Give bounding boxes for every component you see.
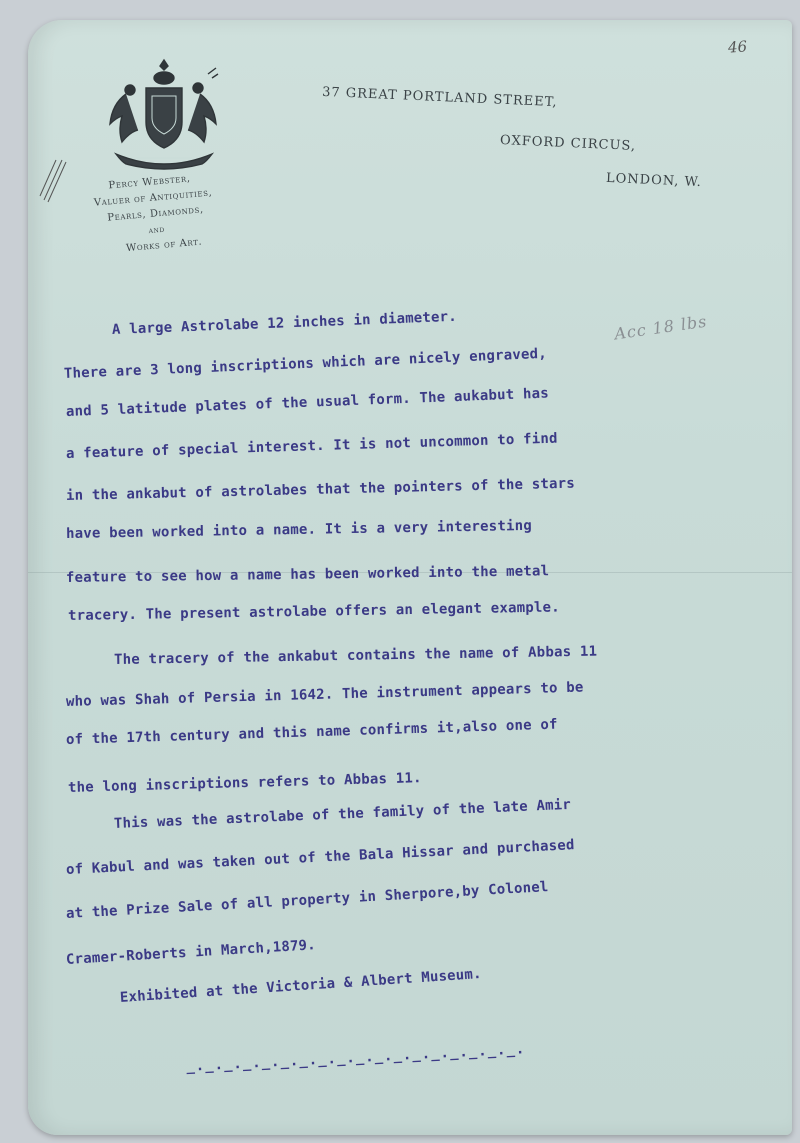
body-line: of Kabul and was taken out of the Bala Hissar and purchased <box>65 837 575 878</box>
body-line: Cramer-Roberts in March,1879. <box>65 937 317 968</box>
letterhead-name: Percy Webster, <box>108 173 191 192</box>
letterhead-specialty: Pearls, Diamonds, <box>106 204 205 224</box>
body-line: at the Prize Sale of all property in Sherpore,by Colonel <box>65 879 549 922</box>
body-line: in the ankabut of astrolabes that the pointers of the stars <box>65 475 576 504</box>
body-line: a feature of special interest. It is not uncommon to find <box>65 430 558 462</box>
letterhead-title: Valuer of Antiquities, <box>93 187 213 209</box>
body-line: of the 17th century and this name confirms it,also one of <box>65 716 558 748</box>
body-line: Exhibited at the Victoria & Albert Museum. <box>119 965 483 1006</box>
address-city: LONDON, W. <box>605 170 703 191</box>
address-circus: OXFORD CIRCUS, <box>499 133 637 154</box>
letterhead-works: Works of Art. <box>125 236 203 255</box>
body-line: A large Astrolabe 12 inches in diameter. <box>111 308 458 338</box>
pencil-annotation: Acc 18 lbs <box>613 311 709 344</box>
body-line: and 5 latitude plates of the usual form. The aukabut has <box>65 385 550 420</box>
body-line: tracery. The present astrolabe offers an elegant example. <box>67 599 560 624</box>
body-line: feature to see how a name has been worked into the metal <box>65 563 550 586</box>
body-line: There are 3 long inscriptions which are nicely engraved, <box>63 345 548 382</box>
body-line: the long inscriptions refers to Abbas 11. <box>67 770 422 796</box>
body-line: have been worked into a name. It is a very interesting <box>65 517 533 542</box>
body-line: who was Shah of Persia in 1642. The instrument appears to be <box>65 679 584 710</box>
letterhead-and: and <box>148 224 166 236</box>
body-line: This was the astrolabe of the family of the late Amir <box>113 796 572 832</box>
body-line: The tracery of the ankabut contains the name of Abbas 11 <box>113 643 598 668</box>
page-number: 46 <box>727 37 748 57</box>
closing-dash-rule: _._._._._._._._._._._._._._._._._._. <box>185 1041 526 1075</box>
address-street: 37 GREAT PORTLAND STREET, <box>321 84 558 111</box>
